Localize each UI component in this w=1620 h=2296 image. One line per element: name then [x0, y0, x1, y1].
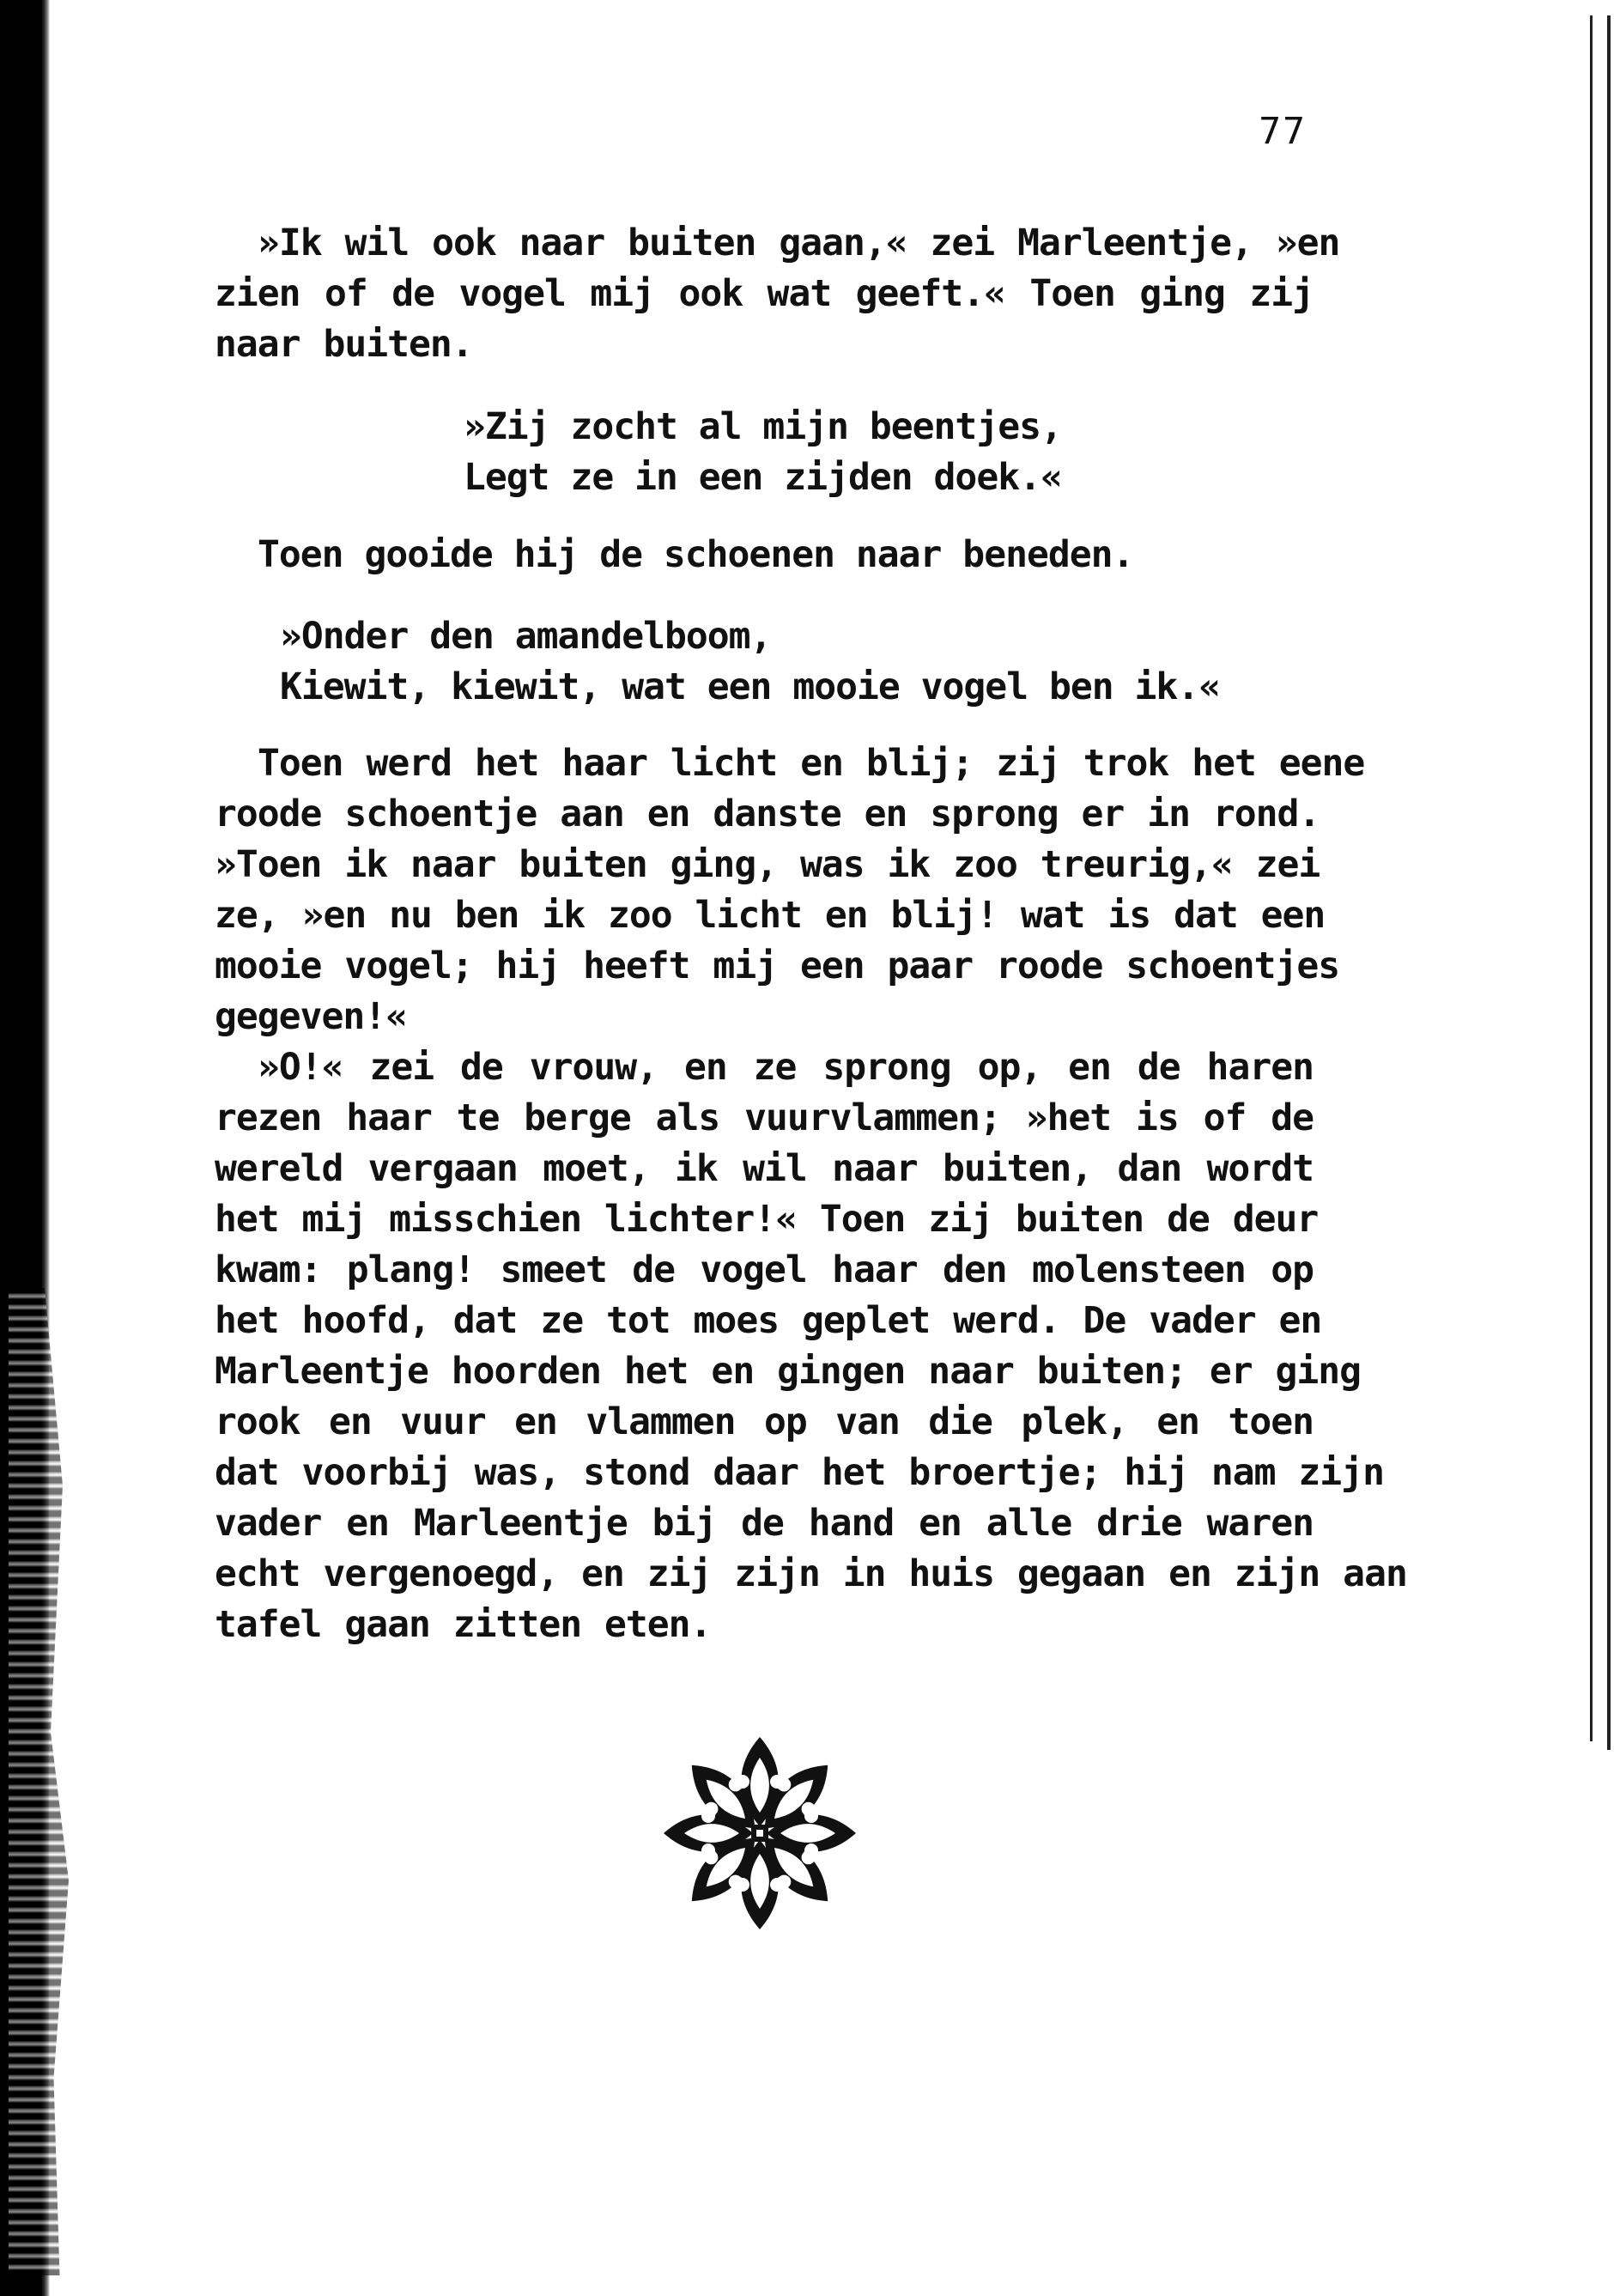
floral-rosette-icon: [652, 1726, 867, 1941]
paragraph-3-line-2: roode schoentje aan en danste en sprong er in rond.: [215, 793, 1320, 835]
verse-1: [464, 402, 1062, 503]
verse-1-line-1: »Zij zocht al mijn beentjes,: [464, 405, 1062, 448]
paragraph-1-line-2: zien of de vogel mij ook wat geeft.« Toen ging zij: [215, 272, 1314, 315]
scan-right-edge-line: [1590, 15, 1593, 1741]
page-number: 77: [1259, 110, 1307, 153]
paragraph-1: [215, 218, 1340, 370]
paragraph-4-line-3: wereld vergaan moet, ik wil naar buiten, dan wordt: [215, 1147, 1314, 1190]
verse-2-line-2: Kiewit, kiewit, wat een mooie vogel ben ik.«: [280, 665, 1221, 708]
paragraph-3-line-6: gegeven!«: [215, 995, 407, 1038]
paragraph-4-line-10: vader en Marleentje bij de hand en alle drie waren: [215, 1502, 1314, 1545]
paragraph-4-line-5: kwam: plang! smeet de vogel haar den molensteen op: [215, 1248, 1314, 1291]
paragraph-1-line-3: naar buiten.: [215, 323, 473, 366]
paragraph-3-line-1: Toen werd het haar licht en blij; zij trok het eene: [258, 742, 1365, 785]
verse-1-line-2: Legt ze in een zijden doek.«: [464, 456, 1062, 499]
paragraph-2: [258, 530, 1133, 580]
paragraph-4-line-1: »O!« zei de vrouw, en ze sprong op, en de haren: [258, 1046, 1314, 1089]
paragraph-3-line-3: »Toen ik naar buiten ging, was ik zoo treurig,« zei: [215, 843, 1320, 886]
paragraph-2-line-1: Toen gooide hij de schoenen naar beneden.: [258, 533, 1134, 576]
paragraph-4-line-8: rook en vuur en vlammen op van die plek, en toen: [215, 1400, 1314, 1443]
paragraph-4-line-2: rezen haar te berge als vuurvlammen; »het is of de: [215, 1096, 1314, 1139]
verse-2: [280, 611, 1220, 713]
paragraph-4-line-4: het mij misschien lichter!« Toen zij buiten de deur: [215, 1198, 1319, 1241]
paragraph-4-line-6: het hoofd, dat ze tot moes geplet werd. De vader en: [215, 1299, 1322, 1342]
paragraph-1-line-1: »Ik wil ook naar buiten gaan,« zei Marleentje, »en: [258, 222, 1340, 264]
paragraph-4-line-12: tafel gaan zitten eten.: [215, 1603, 712, 1646]
paragraph-4-line-11: echt vergenoegd, en zij zijn in huis gegaan en zijn aan: [215, 1552, 1407, 1595]
scan-right-edge-line-outer: [1607, 15, 1611, 1750]
paragraph-3-line-5: mooie vogel; hij heeft mij een paar roode schoentjes: [215, 945, 1340, 987]
paragraph-4: [215, 1042, 1407, 1650]
scan-binding-speckle: [9, 1288, 69, 2275]
paragraph-3-line-4: ze, »en nu ben ik zoo licht en blij! wat is dat een: [215, 894, 1326, 937]
paragraph-3: [215, 738, 1365, 1042]
verse-2-line-1: »Onder den amandelboom,: [280, 615, 772, 658]
paragraph-4-line-9: dat voorbij was, stond daar het broertje; hij nam zijn: [215, 1451, 1384, 1494]
paragraph-4-line-7: Marleentje hoorden het en gingen naar buiten; er ging: [215, 1350, 1362, 1393]
